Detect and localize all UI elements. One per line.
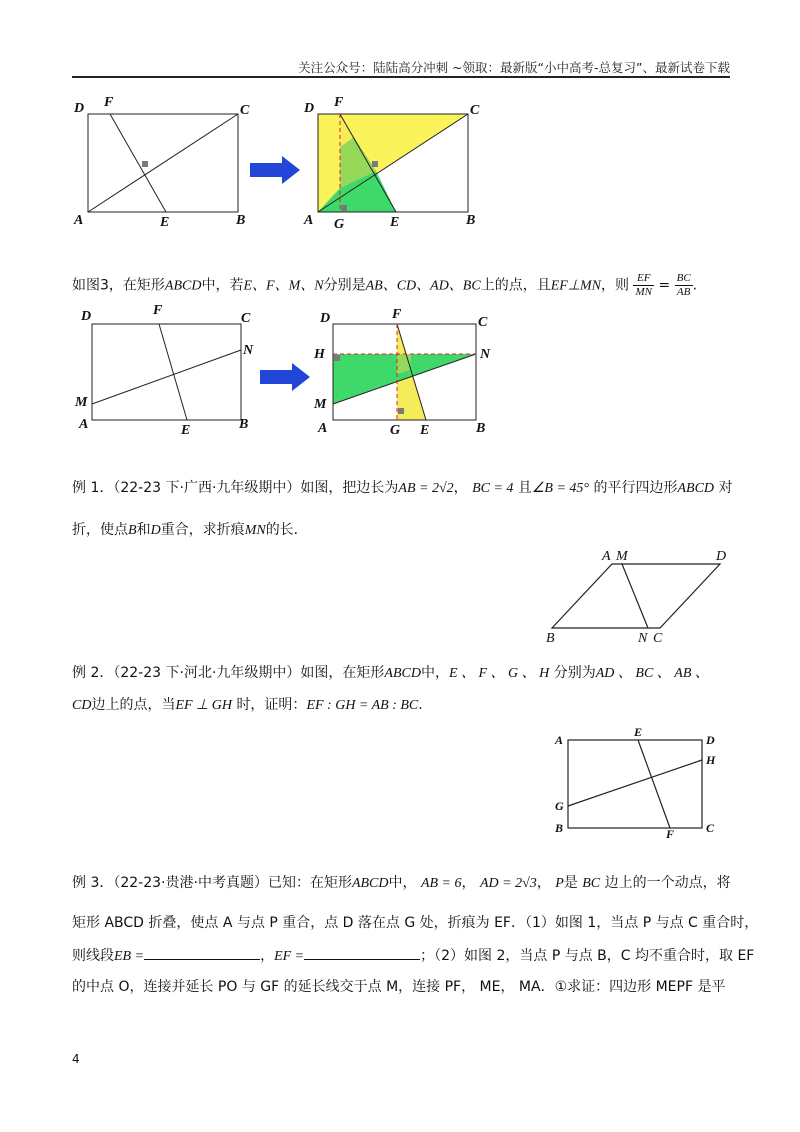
figure2-left xyxy=(75,298,265,438)
label-A: A xyxy=(304,213,314,228)
label-G: G xyxy=(334,217,345,232)
label-G: G xyxy=(555,799,564,813)
example1-line2: 折，使点B和D重合，求折痕MN的长． xyxy=(72,522,308,538)
right-angle-marker xyxy=(341,205,347,211)
answer-blank-eb[interactable] xyxy=(144,945,260,960)
example2-figure xyxy=(550,726,730,842)
label-E: E xyxy=(181,423,191,438)
label-A: A xyxy=(555,733,564,747)
label-B: B xyxy=(236,213,246,228)
example3-line2: 矩形 ABCD 折叠，使点 A 与点 P 重合，点 D 落在点 G 处，折痕为 EF．（1）如图 1，当点 P 与点 C 重合时， xyxy=(72,915,759,931)
right-angle-marker xyxy=(372,161,378,167)
example1-figure xyxy=(540,542,770,650)
label-F: F xyxy=(392,307,402,322)
label-F: F xyxy=(104,95,114,110)
label-G: G xyxy=(390,423,401,438)
arrow-right-icon xyxy=(258,362,314,392)
example3-line3: 则线段EB = ，EF = ；（2）如图 2，当点 P 与点 B，C 均不重合时，取 EF xyxy=(72,945,754,967)
label-B: B xyxy=(546,631,555,646)
label-C: C xyxy=(478,315,488,330)
label-E: E xyxy=(160,215,170,230)
label-N: N xyxy=(480,347,491,362)
page-header: 关注公众号：陆陆高分冲刺 ~领取：最新版“小中高考-总复习”、最新试卷下载 xyxy=(298,60,730,75)
label-E: E xyxy=(390,215,400,230)
label-D: D xyxy=(81,309,92,324)
example3-line1: 例 3．（22-23·贵港·中考真题）已知：在矩形ABCD中， AB = 6， AD = 2√3， P是 BC 边上的一个动点，将 xyxy=(72,875,731,891)
fraction-ef-mn: $\frac{EF}{MN}$ xyxy=(635,272,652,298)
label-C: C xyxy=(241,311,251,326)
label-H: H xyxy=(314,347,325,362)
example2-line2: CD边上的点，当EF ⊥ GH 时，证明：EF : GH = AB : BC. xyxy=(72,697,423,713)
label-D: D xyxy=(304,101,315,116)
label-B: B xyxy=(239,417,249,432)
label-F: F xyxy=(153,303,163,318)
label-D: D xyxy=(74,101,85,116)
fraction-bc-ab: $\frac{BC}{AB}$ xyxy=(676,272,691,298)
label-C: C xyxy=(653,631,663,646)
label-A: A xyxy=(318,421,328,436)
figure1-left xyxy=(70,92,270,232)
page-number: 4 xyxy=(72,1052,80,1066)
label-M: M xyxy=(75,395,88,410)
label-F: F xyxy=(334,95,344,110)
label-N: N xyxy=(638,631,648,646)
figure2-right xyxy=(310,298,500,438)
label-H: H xyxy=(706,753,716,767)
paragraph-figure3: 如图3，在矩形ABCD中，若E、F、M、N分别是AB、CD、AD、BC上的点，且EF⊥MN，则 $\frac{EF}{MN}$ = $\frac{BC}{AB}$ . xyxy=(72,272,698,298)
label-B: B xyxy=(555,821,564,835)
label-D: D xyxy=(716,549,727,564)
answer-blank-ef[interactable] xyxy=(304,945,420,960)
label-E: E xyxy=(420,423,430,438)
label-N: N xyxy=(243,343,254,358)
label-C: C xyxy=(706,821,715,835)
label-M: M xyxy=(314,397,327,412)
label-F: F xyxy=(666,827,675,841)
right-angle-marker xyxy=(334,355,340,361)
label-B: B xyxy=(466,213,476,228)
right-angle-marker xyxy=(142,161,148,167)
label-C: C xyxy=(240,103,250,118)
label-C: C xyxy=(470,103,480,118)
label-A: A xyxy=(602,549,611,564)
label-M: M xyxy=(616,549,628,564)
label-B: B xyxy=(476,421,486,436)
header-rule xyxy=(72,76,730,78)
example3-line4: 的中点 O，连接并延长 PO 与 GF 的延长线交于点 M，连接 PF， ME， MA．①求证：四边形 MEPF 是平 xyxy=(72,979,726,995)
arrow-right-icon xyxy=(248,155,304,185)
label-A: A xyxy=(74,213,84,228)
label-D: D xyxy=(706,733,715,747)
figure1-right xyxy=(300,92,500,232)
example1-line1: 例 1．（22-23 下·广西·九年级期中）如图，把边长为AB = 2√2， BC = 4 且∠B = 45° 的平行四边形ABCD 对 xyxy=(72,480,733,496)
label-A: A xyxy=(79,417,89,432)
label-D: D xyxy=(320,311,331,326)
label-E: E xyxy=(634,725,643,739)
example2-line1: 例 2．（22-23 下·河北·九年级期中）如图，在矩形ABCD中，E 、 F 、 G 、 H 分别为AD 、 BC 、 AB 、 xyxy=(72,665,709,681)
right-angle-marker xyxy=(398,408,404,414)
